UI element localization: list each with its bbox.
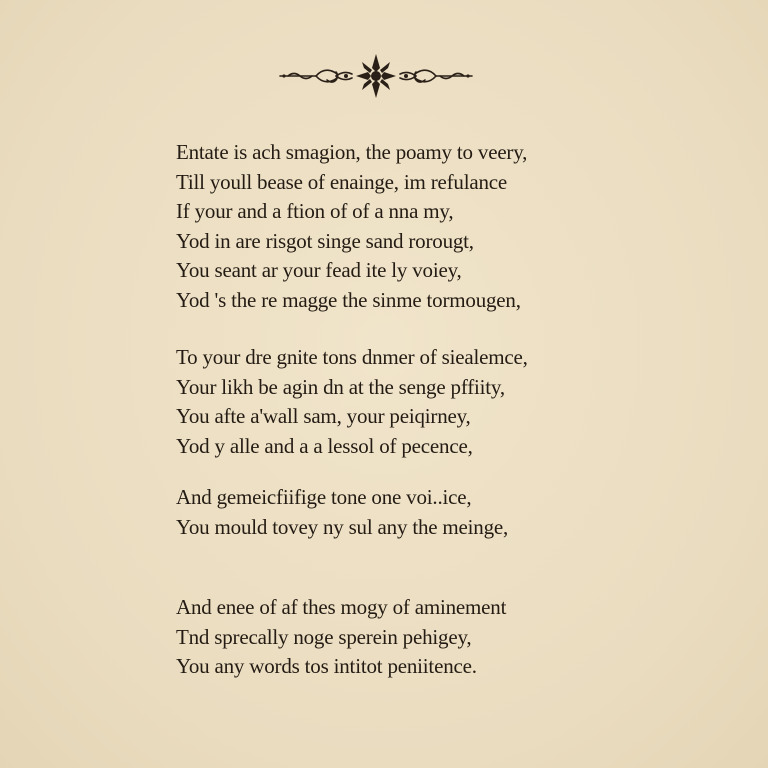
- stanza: [176, 138, 527, 315]
- poem-line: Your likh be agin dn at the senge pffiity,: [176, 374, 505, 399]
- poem-line: Till youll bease of enainge, im refulance: [176, 169, 508, 194]
- poem-line: Tnd sprecally noge sperein pehigey,: [176, 624, 472, 649]
- poem-line: Entate is ach smagion, the poamy to veery,: [176, 140, 528, 164]
- poem-line: To your dre gnite tons dnmer of siealemce,: [176, 345, 528, 369]
- poem-line: And gemeicfiifige tone one voi..ice,: [176, 485, 472, 509]
- stanza: [176, 343, 528, 461]
- stanza: [176, 483, 508, 542]
- poem-line: Yod in are risgot singe sand rorougt,: [176, 228, 474, 253]
- poem-line: Yod 's the re magge the sinme tormougen,: [176, 287, 521, 312]
- poem-line: You seant ar your fead ite ly voiey,: [176, 258, 462, 282]
- poem-line: If your and a ftion of of a nna my,: [176, 199, 454, 223]
- poem-line: You mould tovey ny sul any the meinge,: [176, 514, 509, 539]
- poem-line: You afte a'wall sam, your peiqirney,: [176, 404, 471, 428]
- poem-line: Yod y alle and a a lessol of pecence,: [176, 433, 473, 458]
- poem-line: You any words tos intitot peniitence.: [176, 654, 477, 678]
- fleuron-ornament-icon: [276, 50, 476, 102]
- poem-line: And enee of af thes mogy of aminement: [176, 595, 507, 619]
- stanza: [176, 593, 506, 682]
